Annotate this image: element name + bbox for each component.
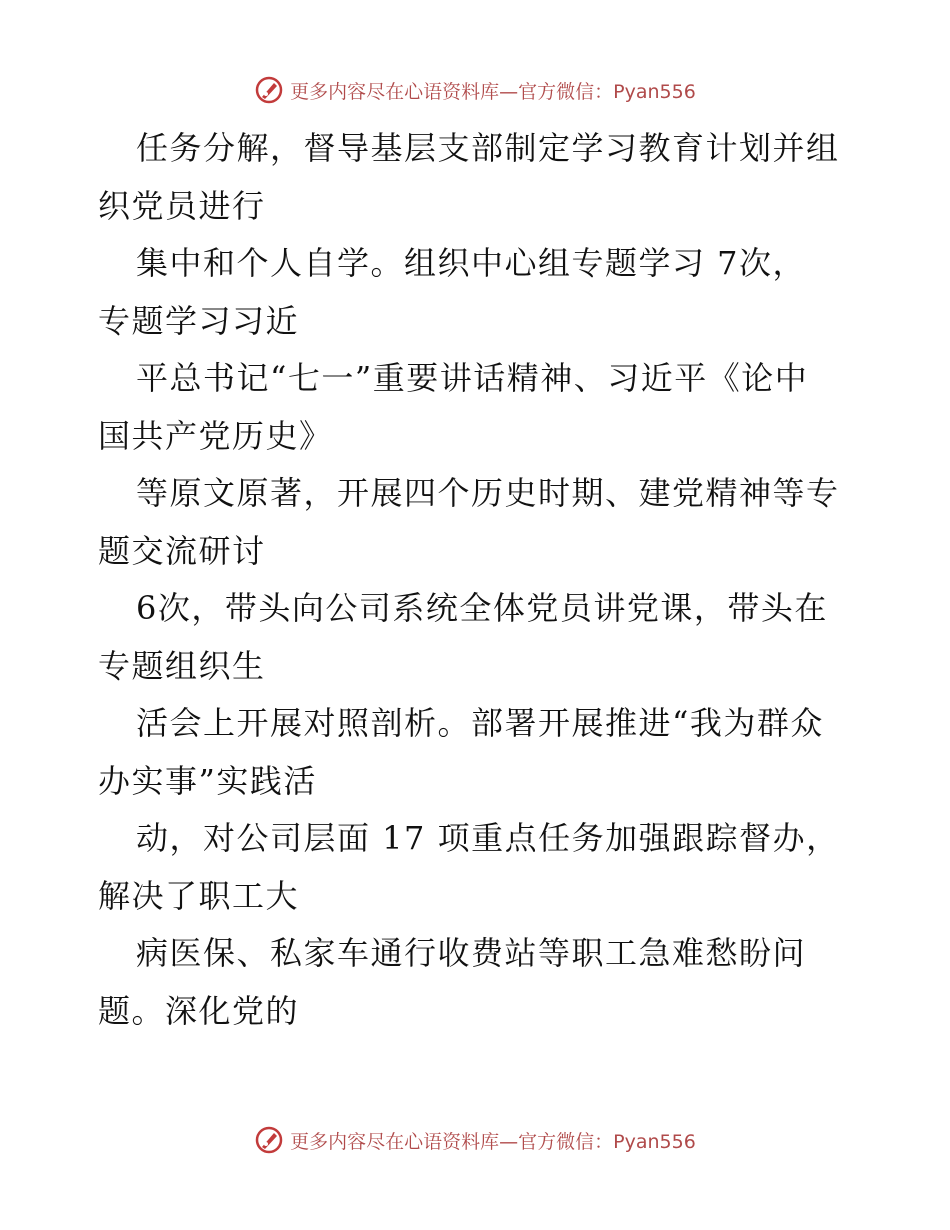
body-text-line: 病医保、私家车通行收费站等职工急难愁盼问 (136, 934, 807, 972)
body-text-line: 等原文原著，开展四个历史时期、建党精神等专 (136, 474, 840, 512)
footer-banner-text: 更多内容尽在心语资料库—官方微信：Pyan556 (290, 1130, 696, 1153)
body-text-line: 任务分解，督导基层支部制定学习教育计划并组 (136, 129, 840, 167)
body-text-line: 题交流研讨 (98, 531, 266, 570)
body-text-line: 专题学习习近 (98, 301, 300, 340)
body-text-line: 解决了职工大 (98, 876, 300, 915)
header-banner (0, 70, 950, 110)
body-text-line: 题。深化党的 (98, 991, 300, 1030)
pen-nib-logo-icon (254, 75, 284, 105)
header-banner-text: 更多内容尽在心语资料库—官方微信：Pyan556 (290, 80, 696, 103)
body-text-line: 集中和个人自学。组织中心组专题学习 7次， (136, 244, 807, 282)
body-text-line: 专题组织生 (98, 646, 266, 685)
body-text-line: 办实事”实践活 (98, 761, 317, 800)
body-text-line: 活会上开展对照剖析。部署开展推进“我为群众 (136, 704, 824, 742)
pen-nib-logo-icon (254, 1125, 284, 1155)
body-text-line: 织党员进行 (98, 186, 266, 225)
body-text-line: 动，对公司层面 17 项重点任务加强跟踪督办， (136, 819, 840, 857)
body-text-line: 6次，带头向公司系统全体党员讲党课，带头在 (136, 589, 828, 627)
footer-banner (0, 1120, 950, 1160)
body-text-line: 国共产党历史》 (98, 416, 333, 455)
body-text-line: 平总书记“七一”重要讲话精神、习近平《论中 (136, 359, 809, 397)
